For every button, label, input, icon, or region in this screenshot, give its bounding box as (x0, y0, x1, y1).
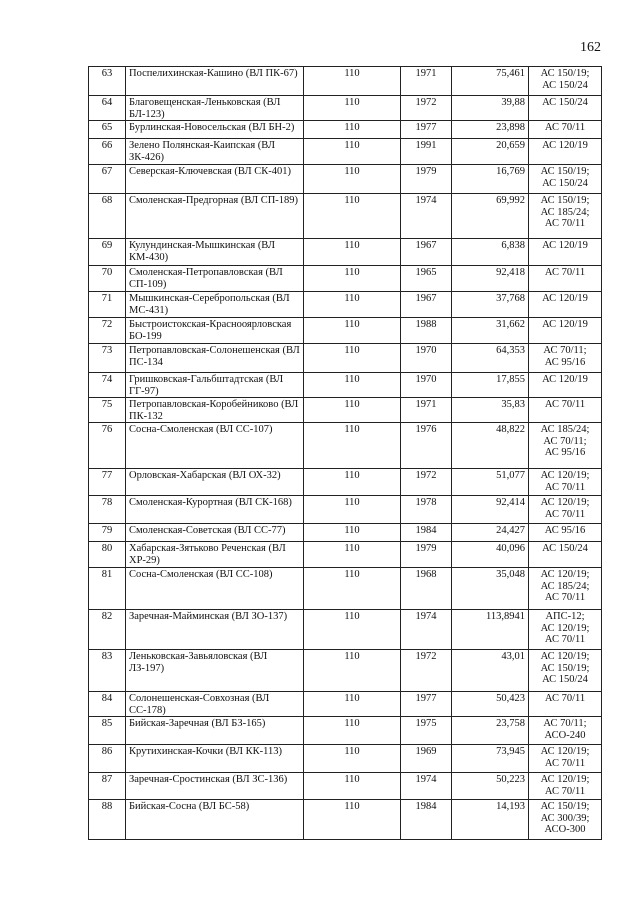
table-row (89, 121, 602, 139)
row-number-cell: 64 (89, 96, 126, 121)
wire-grade: АСО-300 (544, 824, 586, 835)
length-cell: 24,427 (452, 524, 529, 542)
wire-grade: АС 120/19; (540, 497, 590, 508)
row-number-cell: 76 (89, 423, 126, 469)
year-cell: 1970 (401, 373, 452, 398)
year-cell: 1976 (401, 423, 452, 469)
line-name-cell: Орловская-Хабарская (ВЛ ОХ-32) (126, 469, 304, 496)
year-cell: 1969 (401, 745, 452, 773)
year-cell: 1984 (401, 524, 452, 542)
wire-grade-cell (529, 121, 602, 139)
row-number-cell: 65 (89, 121, 126, 139)
voltage-cell: 110 (304, 373, 401, 398)
table-row (89, 373, 602, 398)
row-number-cell: 70 (89, 266, 126, 292)
line-name-cell: Смоленская-Советская (ВЛ СС-77) (126, 524, 304, 542)
line-name-cell: Северская-Ключевская (ВЛ СК-401) (126, 165, 304, 194)
length-cell: 75,461 (452, 67, 529, 96)
line-name-cell: Зелено Полянская-Каипская (ВЛ ЗК-426) (126, 139, 304, 165)
wire-grade: АС 120/19; (540, 746, 590, 757)
row-number-cell: 77 (89, 469, 126, 496)
wire-grade: АС 70/11 (544, 757, 586, 769)
wire-grade: АС 120/19 (542, 240, 588, 251)
length-cell: 23,898 (452, 121, 529, 139)
line-name-cell: Бийская-Заречная (ВЛ БЗ-165) (126, 717, 304, 745)
wire-grade: АС 150/24 (542, 674, 588, 685)
year-cell: 1977 (401, 692, 452, 717)
table-row (89, 469, 602, 496)
voltage-cell: 110 (304, 423, 401, 469)
voltage-cell: 110 (304, 239, 401, 266)
row-number-cell: 82 (89, 610, 126, 650)
wire-grade: АС 120/19; (540, 470, 590, 481)
wire-grade-cell (529, 266, 602, 292)
table-row (89, 398, 602, 423)
table-row (89, 610, 602, 650)
line-name-cell: Солонешенская-Совхозная (ВЛ СС-178) (126, 692, 304, 717)
voltage-cell: 110 (304, 692, 401, 717)
page-number: 162 (580, 40, 601, 55)
length-cell: 20,659 (452, 139, 529, 165)
table-row (89, 542, 602, 568)
line-name-cell: Сосна-Смоленская (ВЛ СС-108) (126, 568, 304, 610)
year-cell: 1967 (401, 292, 452, 318)
table-body (89, 67, 602, 840)
length-cell: 39,88 (452, 96, 529, 121)
table-row (89, 773, 602, 800)
table-row (89, 524, 602, 542)
voltage-cell: 110 (304, 194, 401, 239)
length-cell: 14,193 (452, 800, 529, 840)
row-number-cell: 80 (89, 542, 126, 568)
row-number-cell: 86 (89, 745, 126, 773)
line-name-cell: Благовещенская-Леньковская (ВЛ БЛ-123) (126, 96, 304, 121)
row-number-cell: 81 (89, 568, 126, 610)
length-cell: 50,423 (452, 692, 529, 717)
row-number-cell: 71 (89, 292, 126, 318)
table-row (89, 745, 602, 773)
row-number-cell: 85 (89, 717, 126, 745)
wire-grade: АС 120/19; (540, 774, 590, 785)
row-number-cell: 72 (89, 318, 126, 344)
year-cell: 1978 (401, 496, 452, 524)
year-cell: 1972 (401, 650, 452, 692)
length-cell: 6,838 (452, 239, 529, 266)
length-cell: 23,758 (452, 717, 529, 745)
voltage-cell: 110 (304, 344, 401, 373)
line-name-cell: Мышкинская-Серебропольская (ВЛ МС-431) (126, 292, 304, 318)
length-cell: 69,992 (452, 194, 529, 239)
row-number-cell: 75 (89, 398, 126, 423)
wire-grade: АС 95/16 (544, 356, 586, 368)
wire-grade-cell (529, 692, 602, 717)
wire-grade: АС 150/19; (540, 68, 590, 79)
wire-grade-cell (529, 292, 602, 318)
table-row (89, 800, 602, 840)
wire-grade: АС 120/19; (540, 651, 590, 662)
wire-grade-cell (529, 610, 602, 650)
wire-grade-cell (529, 568, 602, 610)
wire-grade-cell (529, 423, 602, 469)
wire-grade-cell (529, 239, 602, 266)
length-cell: 31,662 (452, 318, 529, 344)
voltage-cell: 110 (304, 96, 401, 121)
table-row (89, 67, 602, 96)
wire-grade: АС 150/24 (542, 177, 588, 189)
wire-grade: АС 185/24; (540, 424, 590, 435)
length-cell: 73,945 (452, 745, 529, 773)
wire-grade: АС 120/19 (542, 374, 588, 385)
voltage-cell: 110 (304, 469, 401, 496)
wire-grade: АС 70/11 (544, 399, 586, 410)
wire-grade-cell (529, 469, 602, 496)
wire-grade: АС 70/11 (544, 634, 586, 645)
table-row (89, 568, 602, 610)
line-name-cell: Петропавловская-Солонешенская (ВЛ ПС-134 (126, 344, 304, 373)
voltage-cell: 110 (304, 610, 401, 650)
wire-grade-cell (529, 773, 602, 800)
line-name-cell: Смоленская-Предгорная (ВЛ СП-189) (126, 194, 304, 239)
line-name-cell: Хабарская-Зятьково Реченская (ВЛ ХР-29) (126, 542, 304, 568)
year-cell: 1974 (401, 194, 452, 239)
wire-grade: АС 70/11 (544, 592, 586, 603)
wire-grade: АС 70/11; (543, 435, 587, 447)
line-name-cell: Заречная-Майминская (ВЛ ЗО-137) (126, 610, 304, 650)
year-cell: 1974 (401, 610, 452, 650)
voltage-cell: 110 (304, 67, 401, 96)
length-cell: 92,418 (452, 266, 529, 292)
wire-grade-cell (529, 344, 602, 373)
wire-grade: АС 70/11 (544, 218, 586, 229)
length-cell: 17,855 (452, 373, 529, 398)
wire-grade: АС 185/24; (540, 580, 590, 592)
wire-grade-cell (529, 67, 602, 96)
length-cell: 43,01 (452, 650, 529, 692)
voltage-cell: 110 (304, 745, 401, 773)
wire-grade: АС 120/19 (542, 319, 588, 330)
wire-grade-cell (529, 398, 602, 423)
line-name-cell: Крутихинская-Кочки (ВЛ КК-113) (126, 745, 304, 773)
wire-grade-cell (529, 139, 602, 165)
length-cell: 50,223 (452, 773, 529, 800)
line-name-cell: Быстроистокская-Краснооярловская БО-199 (126, 318, 304, 344)
line-name-cell: Бийская-Сосна (ВЛ БС-58) (126, 800, 304, 840)
row-number-cell: 69 (89, 239, 126, 266)
wire-grade: АС 120/19 (542, 140, 588, 151)
voltage-cell: 110 (304, 717, 401, 745)
year-cell: 1979 (401, 542, 452, 568)
row-number-cell: 78 (89, 496, 126, 524)
wire-grade-cell (529, 194, 602, 239)
year-cell: 1967 (401, 239, 452, 266)
wire-grade: АС 300/39; (540, 812, 590, 824)
wire-grade: АС 70/11 (544, 122, 586, 133)
year-cell: 1968 (401, 568, 452, 610)
year-cell: 1991 (401, 139, 452, 165)
wire-grade: АС 95/16 (544, 447, 586, 458)
wire-grade: АС 70/11 (544, 693, 586, 704)
wire-grade: АС 150/19; (540, 662, 590, 674)
wire-grade: АС 70/11 (544, 785, 586, 797)
row-number-cell: 79 (89, 524, 126, 542)
table-row (89, 165, 602, 194)
length-cell: 51,077 (452, 469, 529, 496)
year-cell: 1971 (401, 398, 452, 423)
power-lines-table (88, 66, 602, 840)
table-row (89, 96, 602, 121)
line-name-cell: Смоленская-Петропавловская (ВЛ СП-109) (126, 266, 304, 292)
length-cell: 35,83 (452, 398, 529, 423)
line-name-cell: Сосна-Смоленская (ВЛ СС-107) (126, 423, 304, 469)
wire-grade: АС 70/11 (544, 508, 586, 520)
year-cell: 1975 (401, 717, 452, 745)
table-row (89, 139, 602, 165)
line-name-cell: Смоленская-Курортная (ВЛ СК-168) (126, 496, 304, 524)
voltage-cell: 110 (304, 121, 401, 139)
wire-grade-cell (529, 96, 602, 121)
row-number-cell: 66 (89, 139, 126, 165)
table-row (89, 318, 602, 344)
row-number-cell: 63 (89, 67, 126, 96)
wire-grade: АС 150/19; (540, 166, 590, 177)
year-cell: 1972 (401, 469, 452, 496)
length-cell: 37,768 (452, 292, 529, 318)
wire-grade: АС 185/24; (540, 206, 590, 218)
row-number-cell: 84 (89, 692, 126, 717)
row-number-cell: 73 (89, 344, 126, 373)
voltage-cell: 110 (304, 139, 401, 165)
row-number-cell: 67 (89, 165, 126, 194)
wire-grade-cell (529, 165, 602, 194)
line-name-cell: Заречная-Сростинская (ВЛ ЗС-136) (126, 773, 304, 800)
length-cell: 40,096 (452, 542, 529, 568)
line-name-cell: Бурлинская-Новосельская (ВЛ БН-2) (126, 121, 304, 139)
wire-grade: АС 150/19; (540, 195, 590, 206)
wire-grade-cell (529, 717, 602, 745)
wire-grade: АС 70/11 (544, 267, 586, 278)
voltage-cell: 110 (304, 542, 401, 568)
table-row (89, 266, 602, 292)
wire-grade: АС 150/24 (542, 79, 588, 91)
wire-grade-cell (529, 373, 602, 398)
wire-grade-cell (529, 745, 602, 773)
year-cell: 1979 (401, 165, 452, 194)
table-row (89, 717, 602, 745)
year-cell: 1971 (401, 67, 452, 96)
wire-grade: АПС-12; (545, 611, 585, 622)
table-row (89, 423, 602, 469)
wire-grade: АС 70/11; (543, 718, 587, 729)
voltage-cell: 110 (304, 773, 401, 800)
voltage-cell: 110 (304, 524, 401, 542)
voltage-cell: 110 (304, 800, 401, 840)
voltage-cell: 110 (304, 292, 401, 318)
length-cell: 48,822 (452, 423, 529, 469)
voltage-cell: 110 (304, 496, 401, 524)
table-row (89, 692, 602, 717)
row-number-cell: 68 (89, 194, 126, 239)
year-cell: 1984 (401, 800, 452, 840)
year-cell: 1972 (401, 96, 452, 121)
wire-grade-cell (529, 650, 602, 692)
wire-grade-cell (529, 496, 602, 524)
year-cell: 1970 (401, 344, 452, 373)
wire-grade: АС 120/19; (540, 622, 590, 634)
voltage-cell: 110 (304, 398, 401, 423)
line-name-cell: Кулундинская-Мышкинская (ВЛ КМ-430) (126, 239, 304, 266)
wire-grade-cell (529, 542, 602, 568)
row-number-cell: 83 (89, 650, 126, 692)
table-row (89, 292, 602, 318)
length-cell: 35,048 (452, 568, 529, 610)
year-cell: 1974 (401, 773, 452, 800)
wire-grade-cell (529, 524, 602, 542)
voltage-cell: 110 (304, 568, 401, 610)
length-cell: 92,414 (452, 496, 529, 524)
year-cell: 1965 (401, 266, 452, 292)
table-row (89, 650, 602, 692)
line-name-cell: Леньковская-Завьяловская (ВЛ ЛЗ-197) (126, 650, 304, 692)
wire-grade: АС 120/19; (540, 569, 590, 580)
voltage-cell: 110 (304, 266, 401, 292)
line-name-cell: Поспелихинская-Кашино (ВЛ ПК-67) (126, 67, 304, 96)
voltage-cell: 110 (304, 165, 401, 194)
wire-grade: АСО-240 (544, 729, 586, 741)
line-name-cell: Петропавловская-Коробейниково (ВЛ ПК-132 (126, 398, 304, 423)
wire-grade: АС 120/19 (542, 293, 588, 304)
row-number-cell: 88 (89, 800, 126, 840)
table-row (89, 496, 602, 524)
wire-grade-cell (529, 318, 602, 344)
wire-grade: АС 70/11 (544, 481, 586, 493)
voltage-cell: 110 (304, 318, 401, 344)
year-cell: 1977 (401, 121, 452, 139)
wire-grade: АС 150/24 (542, 97, 588, 108)
table-row (89, 344, 602, 373)
row-number-cell: 74 (89, 373, 126, 398)
row-number-cell: 87 (89, 773, 126, 800)
table-row (89, 239, 602, 266)
length-cell: 16,769 (452, 165, 529, 194)
line-name-cell: Гришковская-Гальбштадтская (ВЛ ГГ-97) (126, 373, 304, 398)
wire-grade-cell (529, 800, 602, 840)
year-cell: 1988 (401, 318, 452, 344)
length-cell: 64,353 (452, 344, 529, 373)
table-row (89, 194, 602, 239)
wire-grade: АС 150/24 (542, 543, 588, 554)
wire-grade: АС 70/11; (543, 345, 587, 356)
length-cell: 113,8941 (452, 610, 529, 650)
wire-grade: АС 95/16 (544, 525, 586, 536)
wire-grade: АС 150/19; (540, 801, 590, 812)
voltage-cell: 110 (304, 650, 401, 692)
